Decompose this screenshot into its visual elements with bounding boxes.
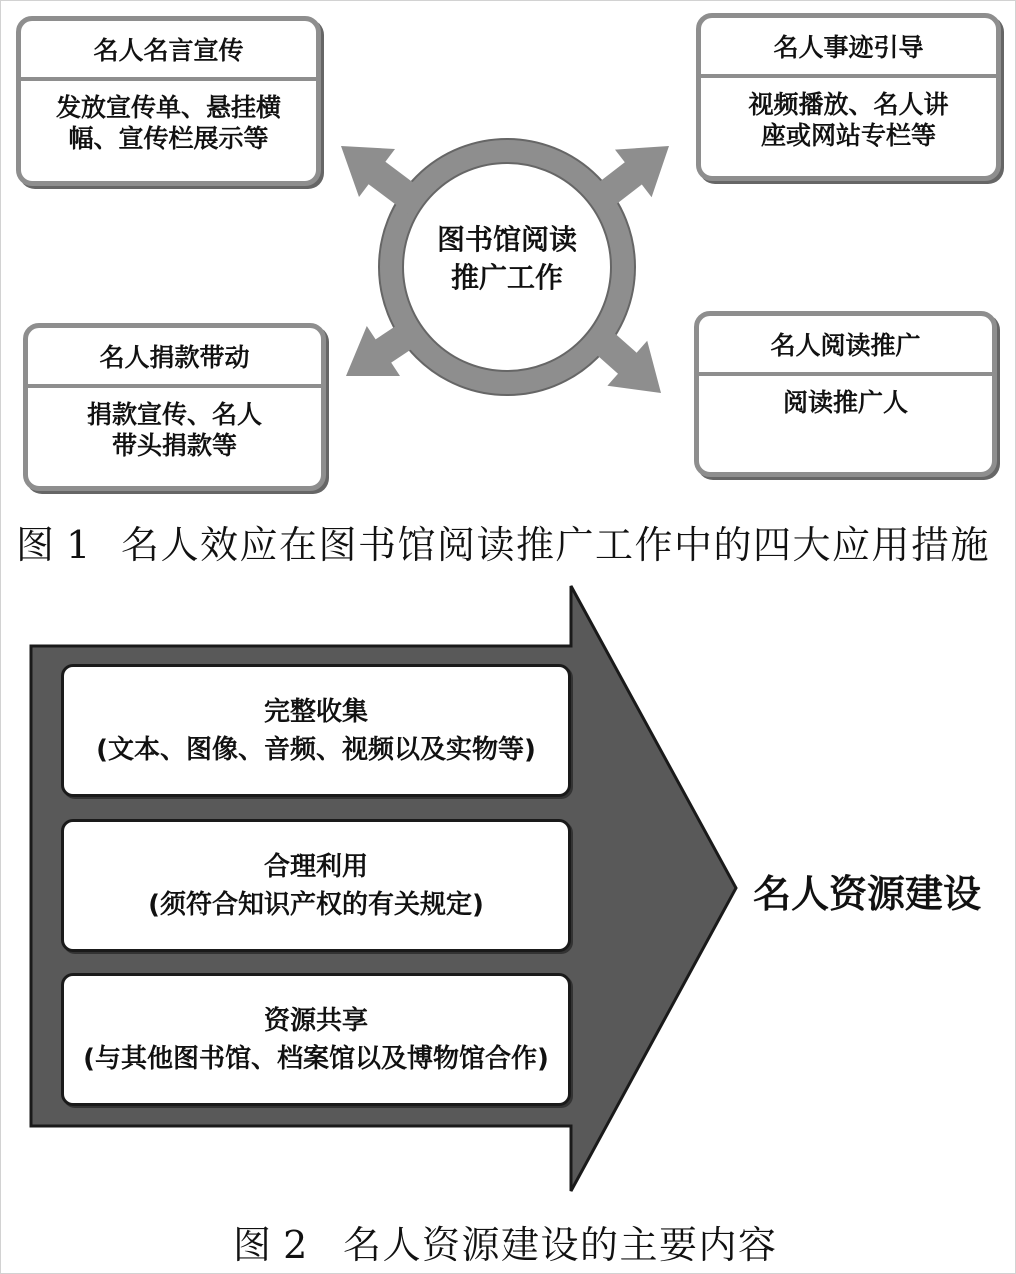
box-body-line: 阅读推广人 (782, 388, 908, 417)
box-body-line: 带头捐款等 (111, 431, 237, 460)
hub-label (407, 221, 607, 297)
box-body-line: 发放宣传单、悬挂横 (55, 93, 281, 122)
box-body (701, 78, 996, 151)
box-title: 名人名言宣传 (21, 21, 316, 81)
item-title: 合理利用 (263, 851, 368, 882)
item-detail: (文本、图像、音频、视频以及实物等) (96, 734, 536, 765)
item-complete-collection (61, 664, 571, 797)
item-reasonable-use (61, 819, 571, 952)
box-donation-lead (23, 323, 326, 491)
item-resource-sharing (61, 973, 571, 1106)
item-detail: (须符合知识产权的有关规定) (148, 889, 484, 920)
box-title: 名人事迹引导 (701, 18, 996, 78)
box-body (21, 81, 316, 154)
box-body (28, 388, 321, 461)
box-quotes-promotion (16, 16, 321, 186)
item-title: 资源共享 (263, 1005, 368, 1036)
hub-label-line1: 图书馆阅读 (436, 223, 577, 256)
box-reading-promotion (694, 311, 997, 477)
figure2-caption-label: 图 2 (233, 1223, 308, 1267)
figure2-caption-text: 名人资源建设的主要内容 (343, 1223, 778, 1267)
box-body-line: 视频播放、名人讲 (748, 90, 949, 119)
box-body (699, 376, 992, 418)
hub-label-line2: 推广工作 (450, 261, 563, 294)
figure2-target-label: 名人资源建设 (753, 872, 982, 916)
box-title: 名人阅读推广 (699, 316, 992, 376)
figure1-caption-text: 名人效应在图书馆阅读推广工作中的四大应用措施 (121, 523, 991, 567)
item-title: 完整收集 (263, 696, 368, 727)
box-title: 名人捐款带动 (28, 328, 321, 388)
box-body-line: 幅、宣传栏展示等 (68, 124, 269, 153)
box-body-line: 座或网站专栏等 (760, 121, 936, 150)
arrow-bottom-left (346, 314, 429, 376)
box-body-line: 捐款宣传、名人 (86, 400, 262, 429)
box-deeds-guidance (696, 13, 1001, 181)
figure1-caption-label: 图 1 (16, 523, 91, 567)
item-detail: (与其他图书馆、档案馆以及博物馆合作) (83, 1043, 549, 1074)
